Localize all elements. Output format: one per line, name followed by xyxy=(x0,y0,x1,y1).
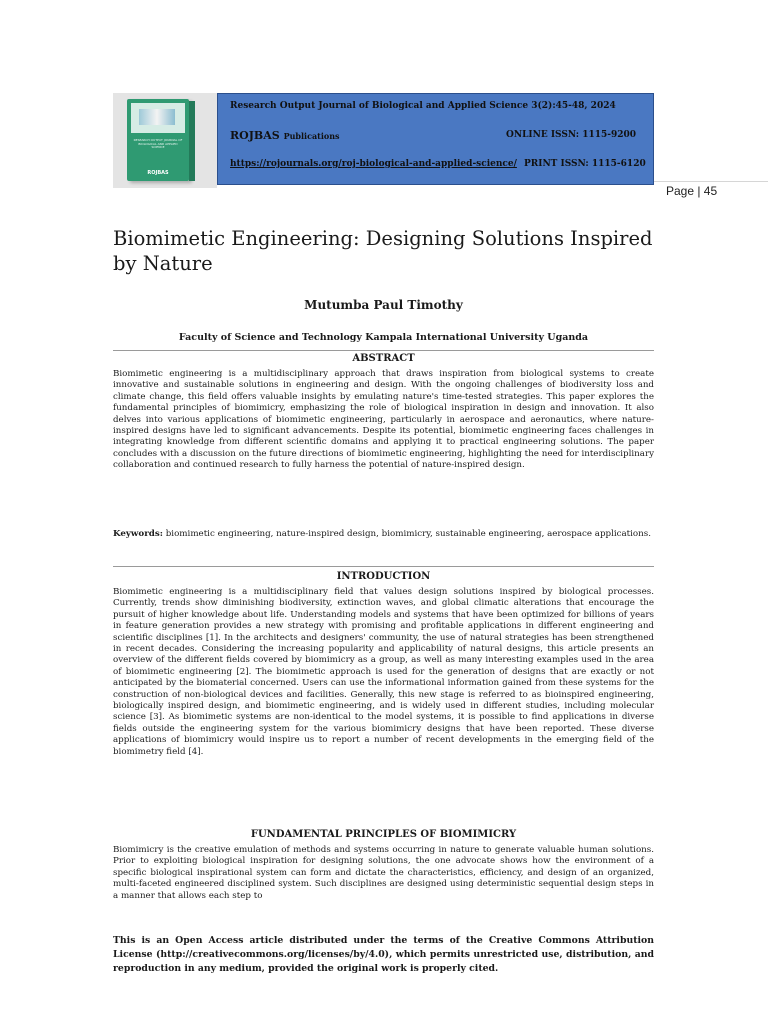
journal-book-graphic xyxy=(127,99,189,181)
article-author: Mutumba Paul Timothy xyxy=(304,298,463,312)
keywords-line xyxy=(113,529,654,540)
publisher-name: ROJBAS Publications xyxy=(230,129,340,142)
book-cover-photo xyxy=(131,103,185,133)
journal-banner xyxy=(217,93,654,185)
abstract-top-rule xyxy=(113,350,654,351)
introduction-top-rule xyxy=(113,566,654,567)
page-number: Page | 45 xyxy=(666,184,718,198)
introduction-text: Biomimetic engineering is a multidisciplinary field that values design solutions inspired by biological processes. Currently, trends show diminishing biodiversity, extinction waves, and global climatic alterations that encourage the pursuit of higher knowledge about life. Understanding models and systems that have been optimized for billions of years in feature generation provides a new strategy with promising and profitable applications in different engineering and scientific disciplines [1]. In the architects and designers' community, the use of natural strategies has been strengthened in recent decades. Considering the increasing popularity and applicability of natural designs, this article presents an overview of the different fields covered by biomimicry as a group, as well as many interesting examples used in the area of biomimetic engineering [2]. The biomimetic approach is used for the generation of designs that are exactly or not anticipated by the biomaterial concerned. Users can use the informational information gained from these systems for the construction of non-biological devices and facilities. Generally, this new stage is referred to as bioinspired engineering, biologically inspired design, and biomimetic engineering, and is widely used in different studies, including molecular science [3]. As biomimetic systems are non-identical to the model systems, it is possible to find applications in diverse fields outside the engineering system for the various biomimicry designs that have been reported. These diverse applications of biomimicry would inspire us to report a number of recent developments in the emerging field of the biomimetry field [4]. xyxy=(113,587,654,757)
book-cover-text: RESEARCH OUTPUT JOURNAL OF BIOLOGICAL AND APPLIED SCIENCE xyxy=(133,138,183,150)
journal-citation: Research Output Journal of Biological and Applied Science 3(2):45-48, 2024 xyxy=(230,101,616,111)
keywords-list: biomimetic engineering, nature-inspired design, biomimicry, sustainable engineering, aerospace applications. xyxy=(162,529,651,539)
print-issn: PRINT ISSN: 1115-6120 xyxy=(524,159,646,169)
introduction-heading: INTRODUCTION xyxy=(336,571,431,582)
online-issn: ONLINE ISSN: 1115-9200 xyxy=(506,130,637,140)
keywords-label: Keywords: xyxy=(113,529,163,539)
journal-url-link[interactable]: https://rojournals.org/roj-biological-and-applied-science/ xyxy=(230,159,517,169)
book-cover-logo: ROJBAS xyxy=(147,170,169,176)
article-title: Biomimetic Engineering: Designing Solutions Inspired by Nature xyxy=(113,227,653,275)
book-spine xyxy=(189,101,195,181)
abstract-text: Biomimetic engineering is a multidisciplinary approach that draws inspiration from biological systems to create innovative and sustainable solutions in engineering and design. With the ongoing challenges of biodiversity loss and climate change, this field offers valuable insights by emulating nature's time-tested strategies. This paper explores the fundamental principles of biomimicry, emphasizing the role of biological inspiration in design and innovation. It also delves into various applications of biomimetic engineering, particularly in aerospace and aeronautics, where nature-inspired designs have led to significant advancements. Despite its potential, biomimetic engineering faces challenges in integrating knowledge from different scientific domains and applying it to practical engineering solutions. The paper concludes with a discussion on the future directions of biomimetic engineering, highlighting the need for interdisciplinary collaboration and continued research to fully harness the potential of nature-inspired design. xyxy=(113,369,654,471)
author-affiliation: Faculty of Science and Technology Kampala International University Uganda xyxy=(178,332,589,343)
principles-heading: FUNDAMENTAL PRINCIPLES OF BIOMIMICRY xyxy=(250,829,517,840)
license-notice: This is an Open Access article distributed under the terms of the Creative Commons Attribution License (http://creativecommons.org/licenses/by/4.0), which permits unrestricted use, distribution, and reproduction in any medium, provided the original work is properly cited. xyxy=(113,935,654,974)
journal-cover-image xyxy=(113,93,217,188)
principles-text: Biomimicry is the creative emulation of methods and systems occurring in nature to generate valuable human solutions. Prior to exploiting biological inspiration for designing solutions, the one advocate shows how the environment of a specific biological inspirational system can form and dictate the characteristics, efficiency, and design of an organized, multi-faceted engineered disciplined system. Such disciplines are designed using deterministic sequential design steps in a manner that allows each step to xyxy=(113,845,654,901)
header-divider xyxy=(654,181,768,182)
abstract-heading: ABSTRACT xyxy=(352,353,415,364)
